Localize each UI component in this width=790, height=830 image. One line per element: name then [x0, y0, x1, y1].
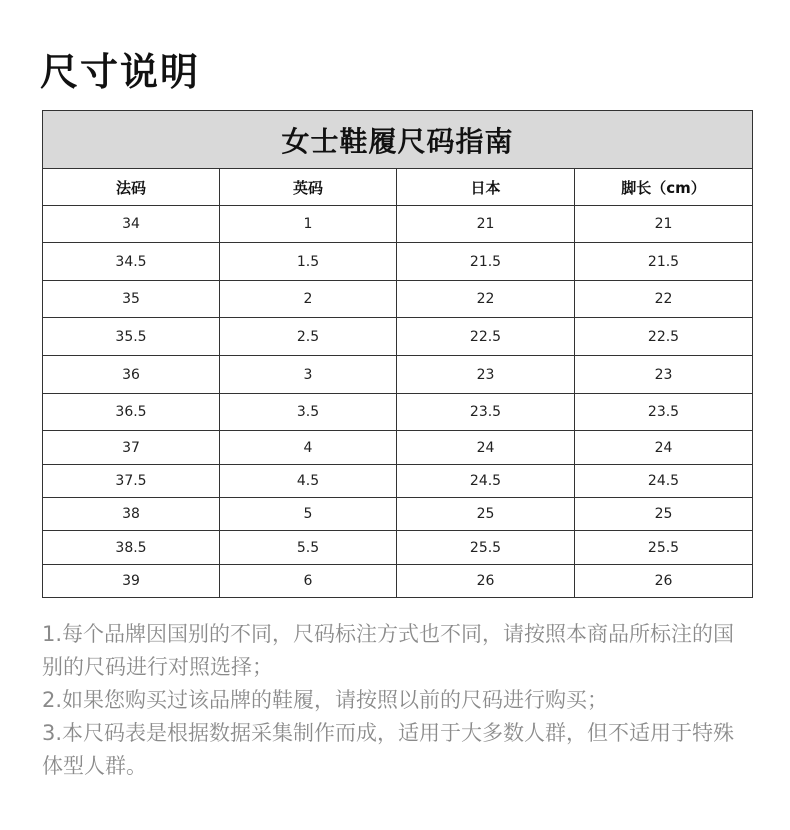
eu-size-cell: 37.5 [43, 465, 220, 498]
uk-size-cell: 4 [220, 431, 397, 465]
eu-size-cell: 38.5 [43, 531, 220, 565]
uk-size-cell: 5.5 [220, 531, 397, 565]
foot-length-cell: 21 [575, 206, 753, 243]
table-row [43, 281, 753, 318]
jp-size-cell: 25 [397, 498, 575, 531]
jp-size-cell: 22.5 [397, 318, 575, 356]
foot-length-cell: 25 [575, 498, 753, 531]
table-title: 女士鞋履尺码指南 [43, 111, 753, 169]
jp-size-cell: 24 [397, 431, 575, 465]
uk-size-cell: 5 [220, 498, 397, 531]
foot-length-cell: 21.5 [575, 243, 753, 281]
foot-length-cell: 26 [575, 565, 753, 598]
table-row [43, 243, 753, 281]
table-row [43, 206, 753, 243]
uk-size-cell: 2.5 [220, 318, 397, 356]
uk-size-cell: 3.5 [220, 394, 397, 431]
table-row [43, 431, 753, 465]
uk-size-cell: 4.5 [220, 465, 397, 498]
jp-size-cell: 24.5 [397, 465, 575, 498]
table-header-row [43, 169, 753, 206]
table-body [43, 206, 753, 598]
uk-size-cell: 1.5 [220, 243, 397, 281]
jp-size-cell: 21 [397, 206, 575, 243]
uk-size-cell: 3 [220, 356, 397, 394]
jp-size-cell: 25.5 [397, 531, 575, 565]
note-item: 1.每个品牌因国别的不同，尺码标注方式也不同，请按照本商品所标注的国别的尺码进行对照选择； [42, 622, 735, 679]
table-row [43, 394, 753, 431]
foot-length-cell: 22.5 [575, 318, 753, 356]
note-item: 2.如果您购买过该品牌的鞋履，请按照以前的尺码进行购买； [42, 688, 609, 712]
eu-size-cell: 35 [43, 281, 220, 318]
eu-size-cell: 36.5 [43, 394, 220, 431]
eu-size-cell: 37 [43, 431, 220, 465]
eu-size-cell: 35.5 [43, 318, 220, 356]
table-title-row [43, 111, 753, 169]
uk-size-cell: 1 [220, 206, 397, 243]
jp-size-cell: 22 [397, 281, 575, 318]
foot-length-cell: 25.5 [575, 531, 753, 565]
page-title: 尺寸说明 [40, 50, 201, 94]
column-header-foot-length: 脚长（cm） [575, 169, 753, 206]
column-header-uk: 英码 [220, 169, 397, 206]
table-row [43, 531, 753, 565]
jp-size-cell: 21.5 [397, 243, 575, 281]
uk-size-cell: 6 [220, 565, 397, 598]
jp-size-cell: 26 [397, 565, 575, 598]
uk-size-cell: 2 [220, 281, 397, 318]
column-header-jp: 日本 [397, 169, 575, 206]
table-row [43, 356, 753, 394]
foot-length-cell: 24 [575, 431, 753, 465]
jp-size-cell: 23.5 [397, 394, 575, 431]
column-header-eu: 法码 [43, 169, 220, 206]
eu-size-cell: 36 [43, 356, 220, 394]
eu-size-cell: 38 [43, 498, 220, 531]
foot-length-cell: 23.5 [575, 394, 753, 431]
table-row [43, 565, 753, 598]
size-guide-table [42, 110, 753, 598]
size-notes [42, 618, 754, 783]
eu-size-cell: 34 [43, 206, 220, 243]
foot-length-cell: 22 [575, 281, 753, 318]
eu-size-cell: 39 [43, 565, 220, 598]
foot-length-cell: 24.5 [575, 465, 753, 498]
table-row [43, 318, 753, 356]
note-item: 3.本尺码表是根据数据采集制作而成，适用于大多数人群，但不适用于特殊体型人群。 [42, 721, 735, 778]
foot-length-cell: 23 [575, 356, 753, 394]
eu-size-cell: 34.5 [43, 243, 220, 281]
table-row [43, 498, 753, 531]
table-row [43, 465, 753, 498]
jp-size-cell: 23 [397, 356, 575, 394]
